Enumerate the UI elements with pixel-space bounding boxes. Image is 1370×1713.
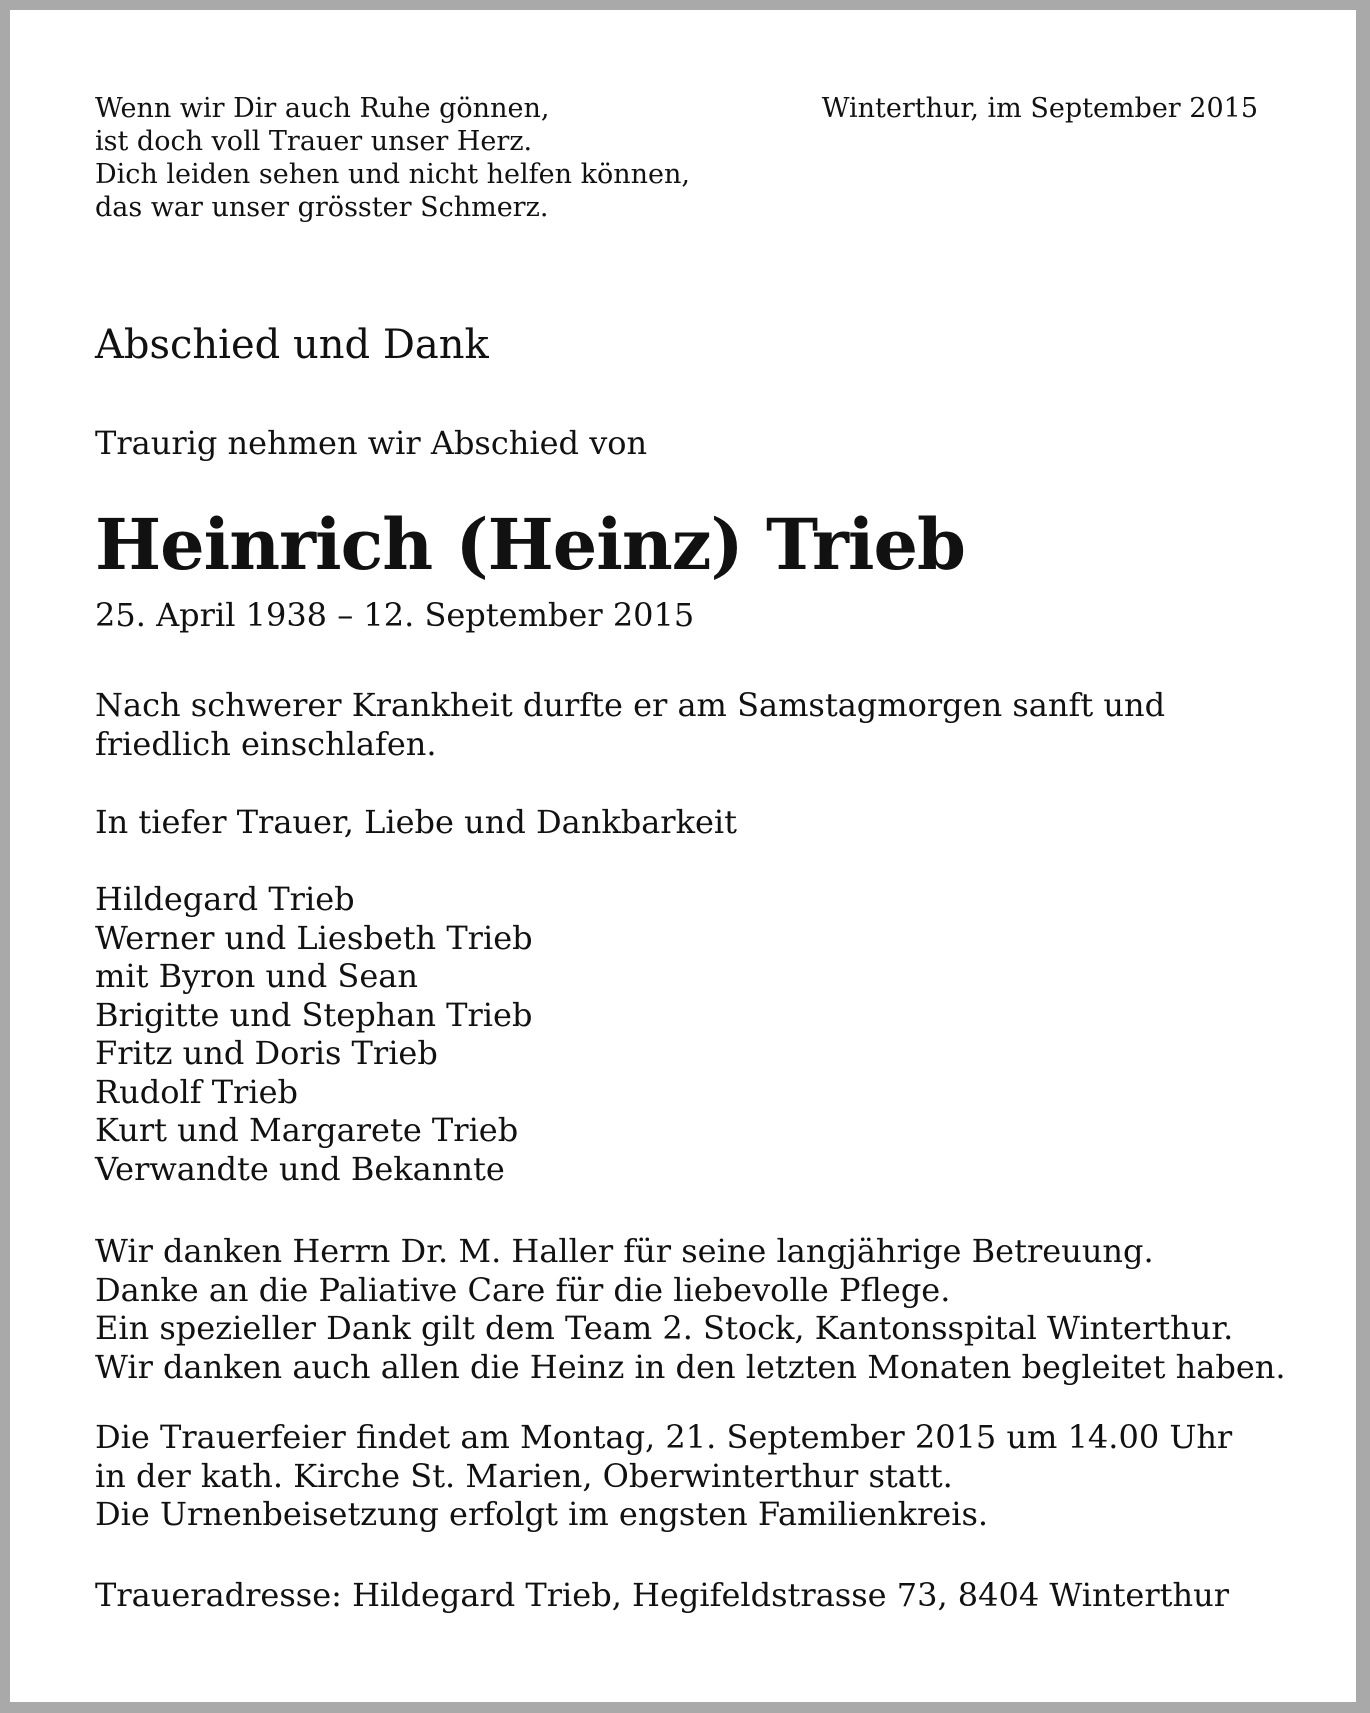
obituary-page: [10, 10, 1356, 1702]
poem-line: ist doch voll Trauer unser Herz.: [95, 126, 533, 157]
mourners-list: [95, 880, 533, 1188]
deceased-name: Heinrich (Heinz) Trieb: [95, 503, 965, 586]
announcement-line: Nach schwerer Krankheit durfte er am Samstagmorgen sanft und: [95, 686, 1166, 724]
thanks-line: Ein spezieller Dank gilt dem Team 2. Stock, Kantonsspital Winterthur.: [95, 1309, 1234, 1347]
mourning-line: In tiefer Trauer, Liebe und Dankbarkeit: [95, 803, 737, 841]
announcement-line: friedlich einschlafen.: [95, 724, 437, 763]
ceremony-line: Die Urnenbeisetzung erfolgt im engsten Familienkreis.: [95, 1495, 989, 1533]
ceremony-line: in der kath. Kirche St. Marien, Oberwinterthur statt.: [95, 1456, 953, 1495]
mourner-item: mit Byron und Sean: [95, 957, 418, 995]
ceremony-section: [95, 1418, 1232, 1534]
mourning-address: Traueradresse: Hildegard Trieb, Hegifeldstrasse 73, 8404 Winterthur: [95, 1576, 1230, 1614]
poem-line: Wenn wir Dir auch Ruhe gönnen,: [95, 93, 550, 124]
thanks-line: Danke an die Paliative Care für die liebevolle Pflege.: [95, 1270, 951, 1309]
thanks-line: Wir danken auch allen die Heinz in den letzten Monaten begleitet haben.: [95, 1347, 1286, 1386]
place-date: Winterthur, im September 2015: [821, 93, 1258, 124]
mourner-item: Werner und Liesbeth Trieb: [95, 918, 533, 957]
thanks-line: Wir danken Herrn Dr. M. Haller für seine langjährige Betreuung.: [95, 1232, 1154, 1270]
thanks-section: [95, 1232, 1286, 1386]
life-dates: 25. April 1938 – 12. September 2015: [95, 596, 695, 634]
mourner-item: Verwandte und Bekannte: [95, 1149, 505, 1188]
poem-line: Dich leiden sehen und nicht helfen können,: [95, 159, 690, 190]
mourner-item: Brigitte und Stephan Trieb: [95, 995, 533, 1034]
mourner-item: Rudolf Trieb: [95, 1072, 298, 1111]
mourner-item: Fritz und Doris Trieb: [95, 1034, 438, 1072]
intro-text: Traurig nehmen wir Abschied von: [95, 424, 648, 462]
mourner-item: Kurt und Margarete Trieb: [95, 1111, 519, 1149]
page-heading: Abschied und Dank: [95, 322, 489, 368]
mourner-item: Hildegard Trieb: [95, 880, 355, 918]
ceremony-line: Die Trauerfeier findet am Montag, 21. September 2015 um 14.00 Uhr: [95, 1418, 1233, 1456]
poem: [95, 92, 690, 224]
announcement: [95, 686, 1165, 763]
poem-line: das war unser grösster Schmerz.: [95, 192, 549, 223]
